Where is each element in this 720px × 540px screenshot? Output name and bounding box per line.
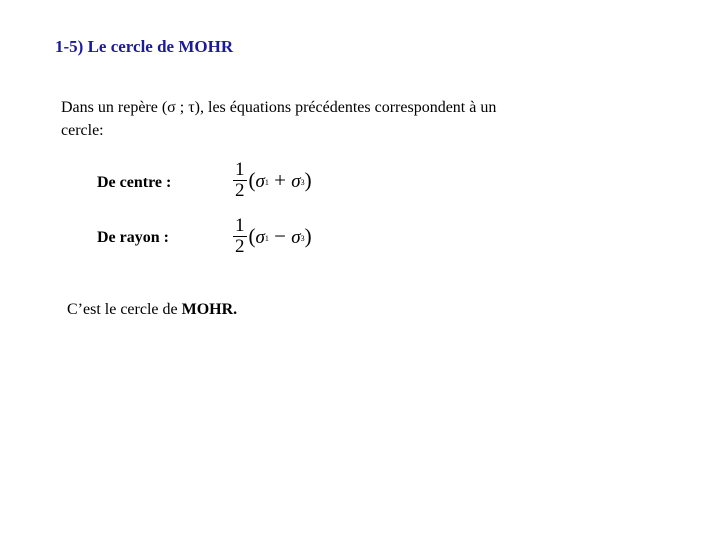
fraction bbox=[233, 216, 247, 257]
formula-expression: $(\sigma_1 - \sigma_3)$ bbox=[248, 223, 312, 248]
fraction bbox=[233, 160, 247, 201]
conclusion-bold: MOHR. bbox=[181, 301, 238, 318]
rayon-formula bbox=[233, 216, 312, 257]
formula-expression: $(\sigma_1 + \sigma_3)$ bbox=[248, 167, 312, 192]
fraction-denominator: 2 bbox=[235, 180, 245, 201]
conclusion bbox=[67, 301, 237, 319]
fraction-numerator: 1 bbox=[235, 215, 245, 236]
intro-line-1: Dans un repère (σ ; τ), les équations précédentes correspondent à un bbox=[61, 99, 497, 116]
intro-line-2: cercle: bbox=[61, 122, 104, 139]
fraction-numerator: 1 bbox=[235, 159, 245, 180]
centre-formula bbox=[233, 160, 312, 201]
intro-paragraph bbox=[61, 96, 496, 142]
fraction-denominator: 2 bbox=[235, 236, 245, 257]
rayon-label: De rayon : bbox=[97, 229, 169, 246]
conclusion-text: C’est le cercle de bbox=[67, 301, 182, 318]
centre-label: De centre : bbox=[97, 174, 172, 191]
slide-title: 1-5) Le cercle de MOHR bbox=[55, 37, 234, 56]
